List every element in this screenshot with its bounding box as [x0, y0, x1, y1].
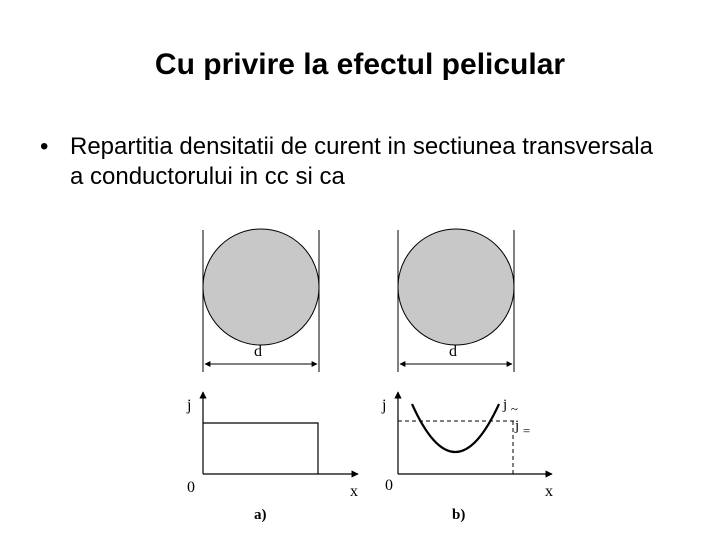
bullet-text: Repartitia densitatii de curent in sectiunea transversala a conductorului in cc si ca — [70, 133, 653, 190]
panel-b — [381, 229, 553, 523]
y-axis-label-a: j — [187, 397, 192, 414]
caption-b: b) — [452, 507, 466, 523]
caption-a: a) — [254, 507, 267, 523]
y-axis-label-b: j — [382, 397, 387, 414]
ac-current-density-curve — [412, 404, 499, 452]
conductor-cross-section-a — [203, 229, 319, 345]
slide-title: Cu privire la efectul pelicular — [154, 48, 566, 81]
dc-density-label — [514, 418, 530, 438]
ac-density-label-symbol: ~ — [510, 401, 518, 416]
dc-current-density-curve — [203, 423, 318, 474]
diameter-label-b: d — [449, 343, 457, 360]
x-axis-label-a: x — [350, 483, 358, 500]
origin-label-a: 0 — [187, 479, 195, 496]
x-axis-label-b: x — [545, 483, 553, 500]
bullet-dot: • — [40, 133, 49, 160]
dc-density-label-main: j — [515, 418, 520, 434]
diameter-label-a: d — [254, 343, 262, 360]
origin-label-b: 0 — [385, 477, 393, 494]
ac-density-label-main: j — [503, 397, 508, 413]
panel-a — [186, 229, 358, 523]
conductor-cross-section-b — [398, 229, 514, 345]
ac-density-label — [502, 397, 518, 416]
dc-density-label-symbol: = — [522, 423, 531, 438]
